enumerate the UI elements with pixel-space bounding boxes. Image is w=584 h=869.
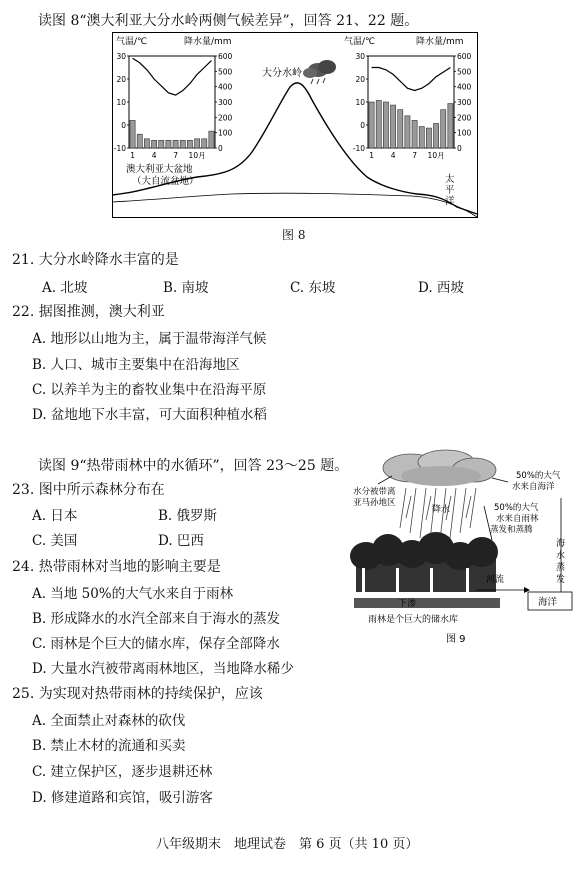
right-chart-precip-bar: [376, 100, 381, 148]
q24-option-b: B. 形成降水的水汽全部来自于海水的蒸发: [32, 611, 281, 627]
basin-label-1: 澳大利亚大盆地: [126, 164, 193, 175]
label-atm-2: 水来自海洋: [512, 482, 555, 492]
left-chart-precip-bar: [144, 139, 149, 148]
q22-option-c: C. 以养羊为主的畜牧业集中在沿海平原: [32, 382, 267, 398]
basin-label-2: （大自流盆地）: [132, 176, 199, 187]
figure-9-caption: 图 9: [446, 634, 466, 645]
q23-option-b: B. 俄罗斯: [158, 508, 218, 524]
left-chart-precip-bar: [152, 140, 157, 148]
right-chart-temp-tick: -10: [352, 144, 365, 153]
left-chart-precip-bar: [159, 140, 164, 148]
right-chart-precip-bar: [391, 105, 396, 148]
right-chart-precip-bar: [412, 120, 417, 148]
q21-option-c: C. 东坡: [290, 280, 336, 296]
label-atm-1: 50%的大气: [516, 471, 561, 481]
q24-option-c: C. 雨林是个巨大的储水库，保存全部降水: [32, 636, 280, 652]
q24-stem: 24. 热带雨林对当地的影响主要是: [12, 559, 221, 575]
right-chart-precip-bar: [383, 102, 388, 148]
right-chart-precip-tick: 100: [457, 128, 472, 138]
intro-fig8: 读图 8“澳大利亚大分水岭两侧气候差异”，回答 21、22 题。: [38, 13, 419, 29]
left-chart-month-tick: 10月: [188, 151, 206, 160]
left-climate-chart: [114, 52, 233, 160]
figure-8-caption: 图 8: [282, 228, 306, 242]
arrow-evap: [484, 506, 492, 540]
right-chart-temp-tick: 10: [355, 98, 365, 107]
left-chart-precip-bar: [130, 120, 135, 148]
left-chart-temp-tick: -10: [113, 144, 126, 153]
q21-option-b: B. 南坡: [163, 280, 209, 296]
q21-option-d: D. 西坡: [418, 280, 464, 296]
left-chart-temp-tick: 10: [116, 98, 126, 107]
left-chart-precip-bar: [180, 140, 185, 148]
q23-option-a: A. 日本: [32, 508, 78, 524]
intro-fig9: 读图 9“热带雨林中的水循环”，回答 23～25 题。: [38, 458, 349, 474]
arrow-export: [378, 476, 392, 484]
left-chart-precip-tick: 300: [218, 98, 233, 107]
q24-option-d: D. 大量水汽被带离雨林地区，当地降水稀少: [32, 661, 294, 677]
left-chart-precip-bar: [209, 131, 214, 148]
ocean-label-char-3: 洋: [445, 196, 455, 207]
right-chart-precip-bar: [398, 110, 403, 148]
left-chart-precip-bar: [166, 140, 171, 148]
left-chart-precip-tick: 100: [218, 128, 233, 138]
label-river: 河流: [486, 575, 505, 585]
q22-option-d: D. 盆地地下水丰富，可大面积种植水稻: [32, 407, 267, 423]
right-chart-precip-bar: [448, 104, 453, 148]
q23-option-d: D. 巴西: [158, 533, 204, 549]
ocean-label-char-2: 平: [445, 185, 455, 196]
q22-option-a: A. 地形以山地为主，属于温带海洋气候: [32, 331, 267, 347]
left-chart-precip-tick: 0: [218, 144, 223, 153]
label-export-2: 亚马孙地区: [353, 498, 396, 508]
right-climate-chart: [353, 52, 472, 160]
mountain-label: 大分水岭: [262, 68, 302, 79]
left-chart-month-tick: 4: [151, 151, 157, 160]
q21-option-a: A. 北坡: [42, 280, 88, 296]
q24-option-a: A. 当地 50%的大气水来自于雨林: [32, 586, 234, 602]
left-chart-precip-bar: [173, 140, 178, 148]
label-sea-evap-3: 蒸: [556, 563, 566, 573]
q22-stem: 22. 据图推测，澳大利亚: [12, 304, 165, 320]
arrow-atm: [492, 478, 508, 482]
right-chart-temp-tick: 0: [360, 121, 365, 130]
right-chart-temp-tick: 30: [355, 52, 365, 61]
q25-option-c: C. 建立保护区，逐步退耕还林: [32, 764, 213, 780]
q25-stem: 25. 为实现对热带雨林的持续保护，应该: [12, 686, 263, 702]
left-chart-precip-bar: [137, 134, 142, 148]
figure-8-climate-profile: [112, 32, 478, 218]
label-seep: 下渗: [398, 599, 417, 609]
left-chart-precip-tick: 500: [218, 67, 233, 77]
right-chart-precip-tick: 0: [457, 144, 462, 153]
left-chart-temp-tick: 0: [121, 121, 126, 130]
label-rf-3: 蒸发和蒸腾: [490, 525, 533, 535]
left-chart-precip-bar: [202, 139, 207, 148]
label-rf-2: 水来自雨林: [496, 514, 539, 524]
right-chart-precip-tick: 400: [457, 82, 472, 92]
right-chart-precip-tick: 600: [457, 52, 472, 61]
label-sea-evap-4: 发: [556, 575, 566, 585]
right-chart-precip-tick: 500: [457, 67, 472, 77]
q25-option-b: B. 禁止木材的流通和买卖: [32, 738, 186, 754]
rain-cloud-icon: [303, 60, 336, 84]
right-chart-month-tick: 1: [369, 151, 374, 160]
right-chart-precip-tick: 200: [457, 113, 472, 123]
baseline-line: [112, 193, 477, 217]
label-ocean: 海洋: [538, 597, 558, 608]
figure-9-water-cycle: [336, 448, 576, 648]
q23-option-c: C. 美国: [32, 533, 78, 549]
left-chart-precip-label: 降水量/mm: [184, 37, 232, 47]
right-chart-precip-bar: [405, 116, 410, 148]
right-chart-precip-bar: [426, 128, 431, 148]
left-chart-precip-bar: [187, 140, 192, 148]
left-chart-month-tick: 1: [130, 151, 135, 160]
right-chart-precip-bar: [434, 123, 439, 148]
cloud-icon: [383, 450, 496, 486]
right-chart-month-tick: 10月: [427, 151, 445, 160]
right-chart-precip-bar: [419, 127, 424, 148]
ocean-label-char-1: 太: [445, 174, 455, 185]
right-chart-precip-bar: [441, 110, 446, 148]
label-export-1: 水分被带离: [353, 487, 396, 497]
right-chart-temp-label: 气温/℃: [344, 37, 376, 47]
left-chart-temp-tick: 30: [116, 52, 126, 61]
left-chart-precip-bar: [195, 139, 200, 148]
q25-option-d: D. 修建道路和宾馆，吸引游客: [32, 790, 213, 806]
q22-option-b: B. 人口、城市主要集中在沿海地区: [32, 357, 240, 373]
rainforest-trees: [350, 532, 500, 608]
q23-stem: 23. 图中所示森林分布在: [12, 482, 165, 498]
right-chart-temp-tick: 20: [355, 75, 365, 84]
left-chart-temp-label: 气温/℃: [116, 37, 148, 47]
page-footer: 八年级期末 地理试卷 第 6 页（共 10 页）: [156, 837, 419, 852]
label-precip: 降水: [432, 505, 451, 515]
q25-option-a: A. 全面禁止对森林的砍伐: [32, 713, 186, 729]
right-chart-precip-tick: 300: [457, 98, 472, 107]
right-chart-month-tick: 4: [390, 151, 396, 160]
left-chart-precip-tick: 600: [218, 52, 233, 61]
right-chart-month-tick: 7: [412, 151, 417, 160]
right-chart-precip-bar: [369, 102, 374, 148]
left-chart-temp-tick: 20: [116, 75, 126, 84]
label-sea-evap-1: 海: [556, 539, 566, 549]
left-chart-precip-tick: 200: [218, 113, 233, 123]
left-chart-precip-tick: 400: [218, 82, 233, 92]
label-reservoir: 雨林是个巨大的储水库: [368, 615, 459, 625]
label-sea-evap-2: 水: [556, 551, 566, 561]
right-chart-precip-label: 降水量/mm: [416, 37, 464, 47]
left-chart-month-tick: 7: [173, 151, 178, 160]
q21-stem: 21. 大分水岭降水丰富的是: [12, 252, 179, 268]
label-rf-1: 50%的大气: [494, 503, 539, 513]
